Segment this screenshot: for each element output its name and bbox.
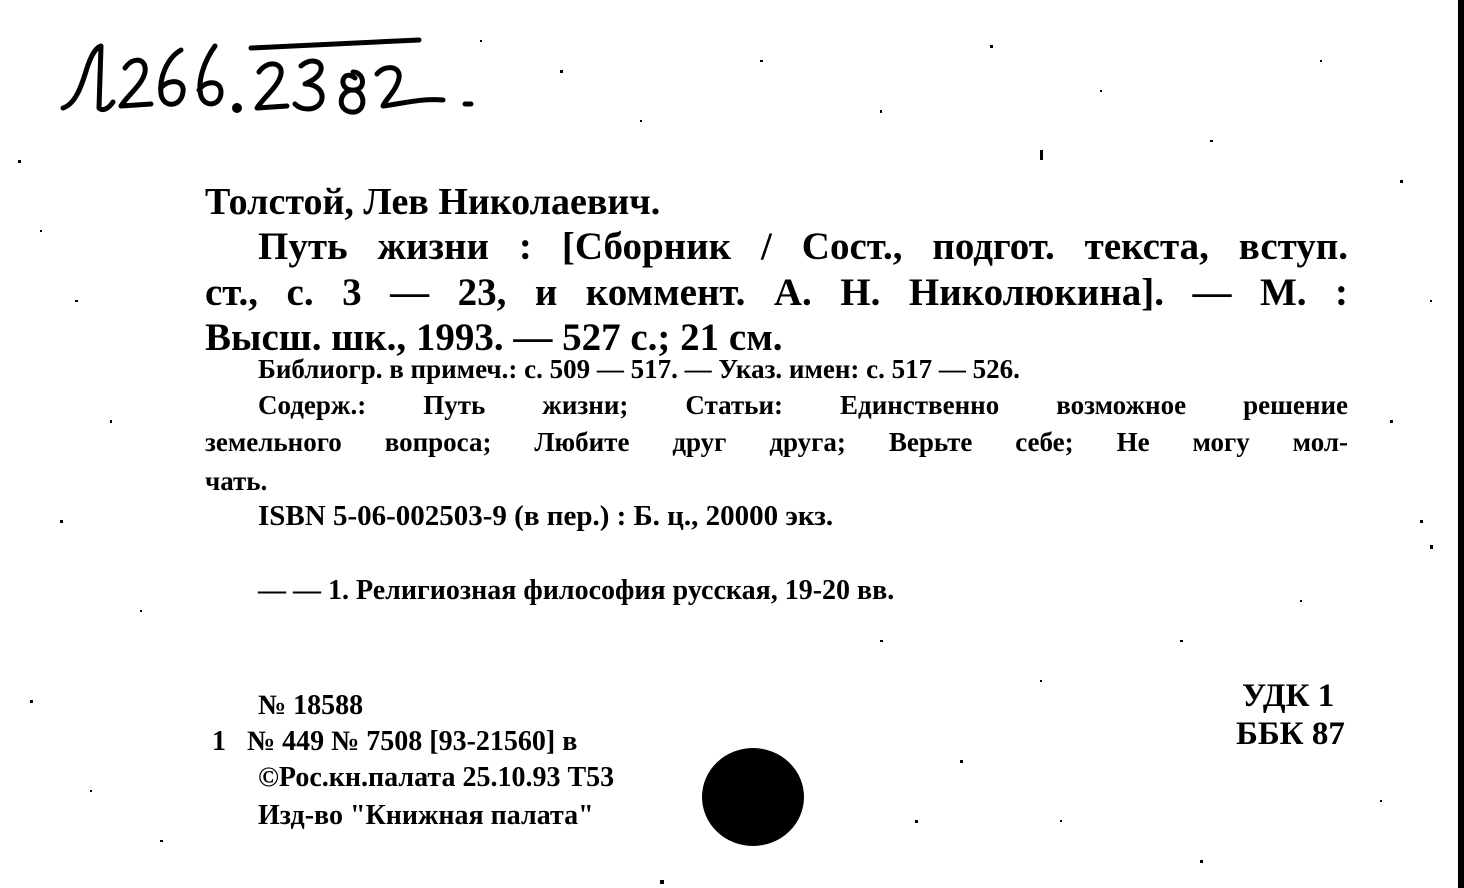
shelfmark-text: Л266.2382 — [55, 28, 60, 29]
author-heading: Толстой, Лев Николаевич. — [205, 181, 661, 223]
contents-line-2: земельного вопроса; Любите друг друга; Верьте себе; Не могу мол- — [205, 427, 1348, 457]
copyright-line: ©Рос.кн.палата 25.10.93 Т53 — [258, 762, 615, 793]
card-edge — [1458, 0, 1464, 888]
udc-code: УДК 1 — [1242, 678, 1335, 714]
handwritten-shelfmark — [55, 28, 475, 128]
bibliography-note: Библиогр. в примеч.: с. 509 — 517. — Указ. имен: с. 517 — 526. — [258, 354, 1020, 384]
record-number: № 18588 — [258, 690, 364, 721]
registration-numbers: № 449 № 7508 [93-21560] в — [247, 726, 578, 757]
registration-line — [212, 726, 577, 758]
title-line-1: Путь жизни : [Сборник / Сост., подгот. текста, вступ. — [258, 225, 1348, 268]
bbk-code: ББК 87 — [1236, 716, 1345, 752]
publisher-house-line: Изд-во "Книжная палата" — [258, 800, 594, 831]
contents-line-1: Содерж.: Путь жизни; Статьи: Единственно возможное решение — [258, 390, 1348, 420]
punch-hole — [702, 748, 804, 846]
copies-count: 1 — [212, 726, 226, 757]
contents-line-3: чать. — [205, 466, 268, 496]
title-line-3: Высш. шк., 1993. — 527 с.; 21 см. — [205, 316, 783, 359]
title-line-2: ст., с. 3 — 23, и коммент. А. Н. Николюкина]. — М. : — [205, 271, 1348, 314]
isbn-line: ISBN 5-06-002503-9 (в пер.) : Б. ц., 20000 экз. — [258, 500, 834, 532]
subject-heading: — — 1. Религиозная философия русская, 19-20 вв. — [258, 575, 895, 606]
